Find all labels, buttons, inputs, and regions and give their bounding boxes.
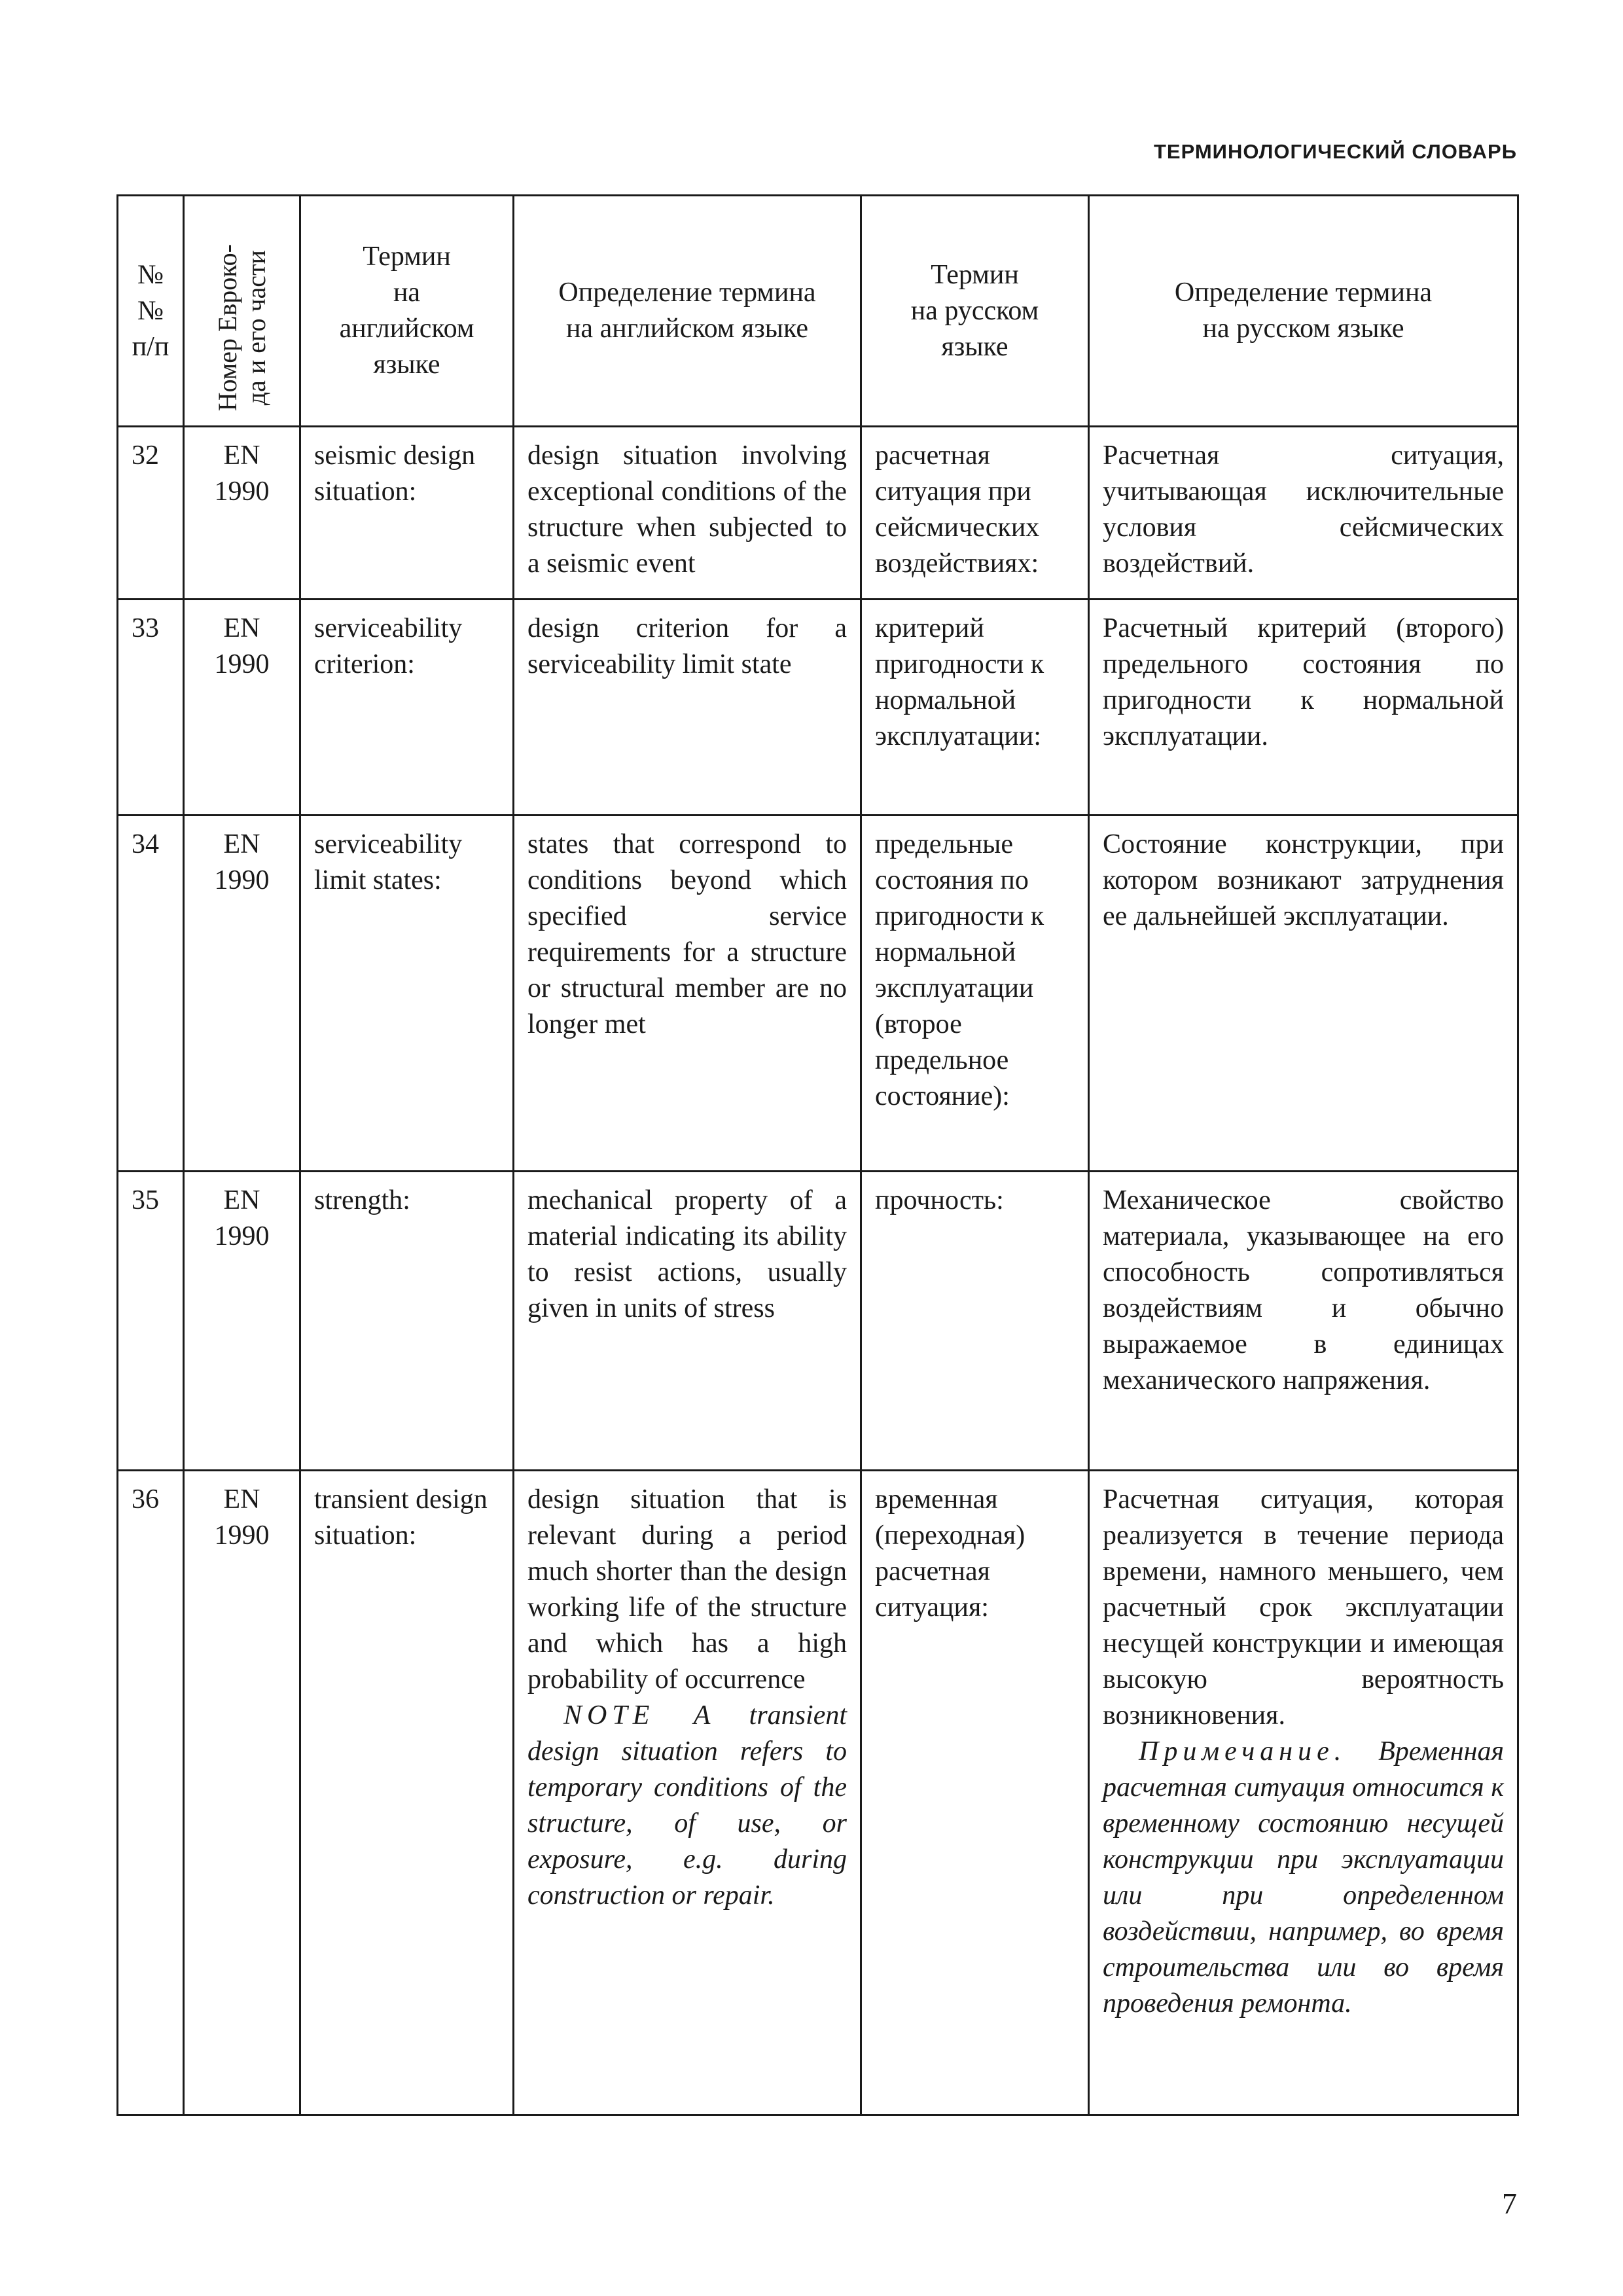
page-number: 7 — [1502, 2187, 1517, 2220]
table-row — [118, 816, 1518, 1172]
row-number: 32 — [118, 427, 184, 600]
term-en: seismic design situation: — [300, 427, 514, 600]
table-header-row — [118, 196, 1518, 427]
term-en: serviceability criterion: — [300, 600, 514, 816]
note-ru — [1103, 1734, 1504, 2022]
term-ru: предельные состояния по пригодности к нормальной эксплуатации (второе предельное состояние): — [861, 816, 1089, 1172]
term-ru: расчетная ситуация при сейсмических воздействиях: — [861, 427, 1089, 600]
note-ru-text: Временная расчетная ситуация относится к временному состоянию несущей конструкции при эксплуатации или при определенном воздействии, например, во время строительства или во время проведения ремонта. — [1103, 1736, 1504, 2018]
row-number: 33 — [118, 600, 184, 816]
column-header-number: №№ п/п — [118, 196, 184, 427]
running-title: ТЕРМИНОЛОГИЧЕСКИЙ СЛОВАРЬ — [1153, 140, 1517, 163]
column-header-term-ru: Термин на русском языке — [861, 196, 1089, 427]
eurocode-number: EN 1990 — [184, 1471, 300, 2115]
glossary-table — [116, 194, 1519, 2116]
column-header-definition-ru: Определение термина на русском языке — [1089, 196, 1518, 427]
definition-en: design situation that is relevant during a period much shorter than the design working life of the structure and which has a high probability of occurrence — [527, 1484, 847, 1695]
row-number: 34 — [118, 816, 184, 1172]
note-en-label: NOTE — [563, 1700, 655, 1731]
definition-en: design situation involving exceptional conditions of the structure when subjected to a seismic event — [514, 427, 861, 600]
row-number: 35 — [118, 1172, 184, 1471]
term-ru: временная (переходная) расчетная ситуация: — [861, 1471, 1089, 2115]
definition-ru: Расчетный критерий (второго) предельного состояния по пригодности к нормальной эксплуатации. — [1089, 600, 1518, 816]
definition-ru-cell — [1089, 1471, 1518, 2115]
term-en: strength: — [300, 1172, 514, 1471]
definition-en-cell — [514, 1471, 861, 2115]
eurocode-number: EN 1990 — [184, 1172, 300, 1471]
column-header-eurocode: Номер Евроко- да и его части — [184, 196, 300, 427]
note-ru-label: Примечание. — [1139, 1736, 1347, 1767]
definition-ru: Расчетная ситуация, которая реализуется в течение периода времени, намного меньшего, чем расчетный срок эксплуатации несущей конструкции и имеющая высокую вероятность возникновения. — [1103, 1484, 1504, 1731]
definition-ru: Расчетная ситуация, учитывающая исключительные условия сейсмических воздействий. — [1089, 427, 1518, 600]
table-row — [118, 427, 1518, 600]
term-en: serviceability limit states: — [300, 816, 514, 1172]
term-ru: критерий пригодности к нормальной эксплуатации: — [861, 600, 1089, 816]
table-row — [118, 600, 1518, 816]
column-header-definition-en: Определение термина на английском языке — [514, 196, 861, 427]
eurocode-number: EN 1990 — [184, 427, 300, 600]
definition-en: mechanical property of a material indicating its ability to resist actions, usually given in units of stress — [514, 1172, 861, 1471]
table-row — [118, 1172, 1518, 1471]
definition-ru: Механическое свойство материала, указывающее на его способность сопротивляться воздействиям и обычно выражаемое в единицах механического напряжения. — [1089, 1172, 1518, 1471]
row-number: 36 — [118, 1471, 184, 2115]
term-ru: прочность: — [861, 1172, 1089, 1471]
eurocode-number: EN 1990 — [184, 816, 300, 1172]
table-row — [118, 1471, 1518, 2115]
term-en: transient design situation: — [300, 1471, 514, 2115]
definition-en: design criterion for a serviceability limit state — [514, 600, 861, 816]
definition-ru: Состояние конструкции, при котором возникают затруднения ее дальнейшей эксплуатации. — [1089, 816, 1518, 1172]
note-en-text: A transient design situation refers to temporary conditions of the structure, of use, or exposure, e.g. during construction or repair. — [527, 1700, 847, 1910]
column-header-term-en: Термин на английском языке — [300, 196, 514, 427]
definition-en: states that correspond to conditions beyond which specified service requirements for a structure or structural member are no longer met — [514, 816, 861, 1172]
note-en — [527, 1698, 847, 1914]
eurocode-number: EN 1990 — [184, 600, 300, 816]
